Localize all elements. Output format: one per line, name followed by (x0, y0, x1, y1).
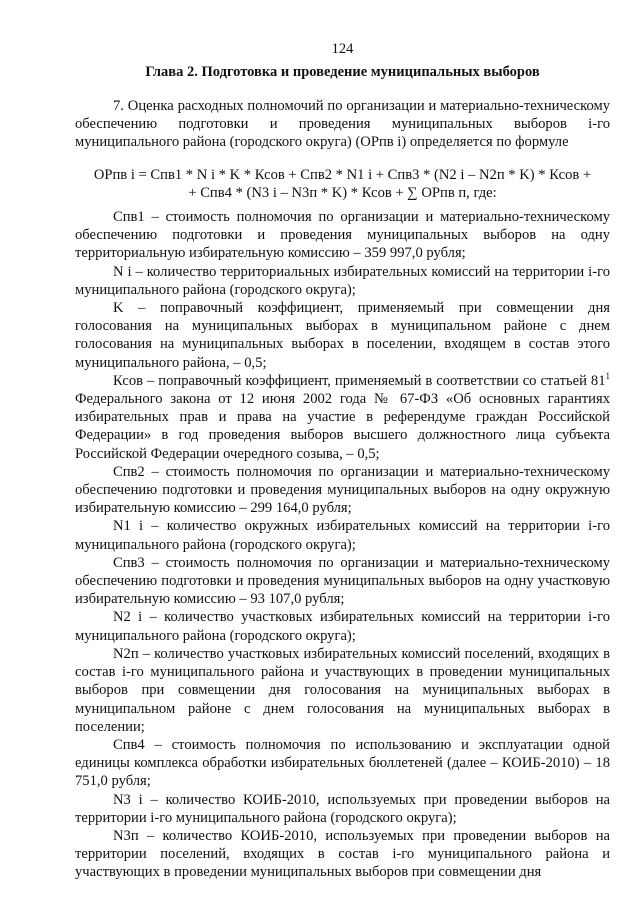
ksov-superscript: 1 (605, 370, 610, 381)
formula (75, 166, 610, 202)
definition-spv1: Спв1 – стоимость полномочия по организации и материально-техническому обеспечению подготовки и проведения муниципальных выборов на одну территориальную избирательную комиссию – 359 997,0 рубля; (75, 209, 610, 262)
definition-n-i: N i – количество территориальных избирательных комиссий на территории i-го муниципального района (городского округа); (75, 263, 610, 298)
chapter-title: Глава 2. Подготовка и проведение муниципальных выборов (145, 64, 540, 80)
ksov-text-before: Ксов – поправочный коэффициент, применяемый в соответствии со статьей 81 (113, 372, 606, 389)
ksov-text-after: Федерального закона от 12 июня 2002 года № 67-ФЗ «Об основных гарантиях избирательных прав и права на участие в референдуме граждан Российской Федерации» в год проведения выборов высшего должностного лица субъекта Российской Федерации очередного созыва, – 0,5; (75, 391, 610, 462)
formula-line-2: + Спв4 * (N3 i – N3п * K) * Ксов + ∑ ОРпв п, где: (188, 184, 497, 201)
intro-paragraph: 7. Оценка расходных полномочий по организации и материально-техническому обеспечению подготовки и проведения муниципальных выборов i-го муниципального района (городского округа) (ОРпв i) определяется по формуле (75, 98, 610, 151)
definition-spv4: Спв4 – стоимость полномочия по использованию и эксплуатации одной единицы комплекса обработки избирательных бюллетеней (далее – КОИБ-2010) – 18 751,0 рубля; (75, 736, 610, 790)
definition-n2p: N2п – количество участковых избирательных комиссий поселений, входящих в состав i-го муниципального района и участвующих в проведении муниципальных выборов при совмещении дня голосования на муниципальных выборах в муниципальном районе с днем голосования на муниципальных выборах в поселении; (75, 645, 610, 735)
definition-n3-i: N3 i – количество КОИБ-2010, используемых при проведении выборов на территории i-го муниципального района (городского округа); (75, 791, 610, 826)
definition-k: K – поправочный коэффициент, применяемый при совмещении дня голосования на муниципальных выборах в муниципальном районе с днем голосования на муниципальных выборах в поселении, входящем в состав этого муниципального района, – 0,5; (75, 300, 610, 371)
page-number: 124 (331, 41, 354, 57)
definition-ksov (75, 372, 610, 463)
definition-spv3: Спв3 – стоимость полномочия по организации и материально-техническому обеспечению подготовки и проведения муниципальных выборов на одну участковую избирательную комиссию – 93 107,0 рубля; (75, 554, 610, 608)
definition-n3p: N3п – количество КОИБ-2010, используемых при проведении выборов на территории поселений, входящих в состав i-го муниципального района и участвующих в проведении муниципальных выборов при совмещении дня (75, 827, 610, 881)
body-text (75, 97, 610, 882)
definition-n2-i: N2 i – количество участковых избирательных комиссий на территории i-го муниципального района (городского округа); (75, 609, 610, 644)
formula-line-1: ОРпв i = Спв1 * N i * K * Ксов + Спв2 * N1 i + Спв3 * (N2 i – N2п * K) * Ксов + (93, 166, 592, 183)
definition-n1-i: N1 i – количество окружных избирательных комиссий на территории i-го муниципального района (городского округа); (75, 518, 610, 553)
definition-spv2: Спв2 – стоимость полномочия по организации и материально-техническому обеспечению подготовки и проведения муниципальных выборов на одну окружную избирательную комиссию – 299 164,0 рубля; (75, 463, 610, 517)
